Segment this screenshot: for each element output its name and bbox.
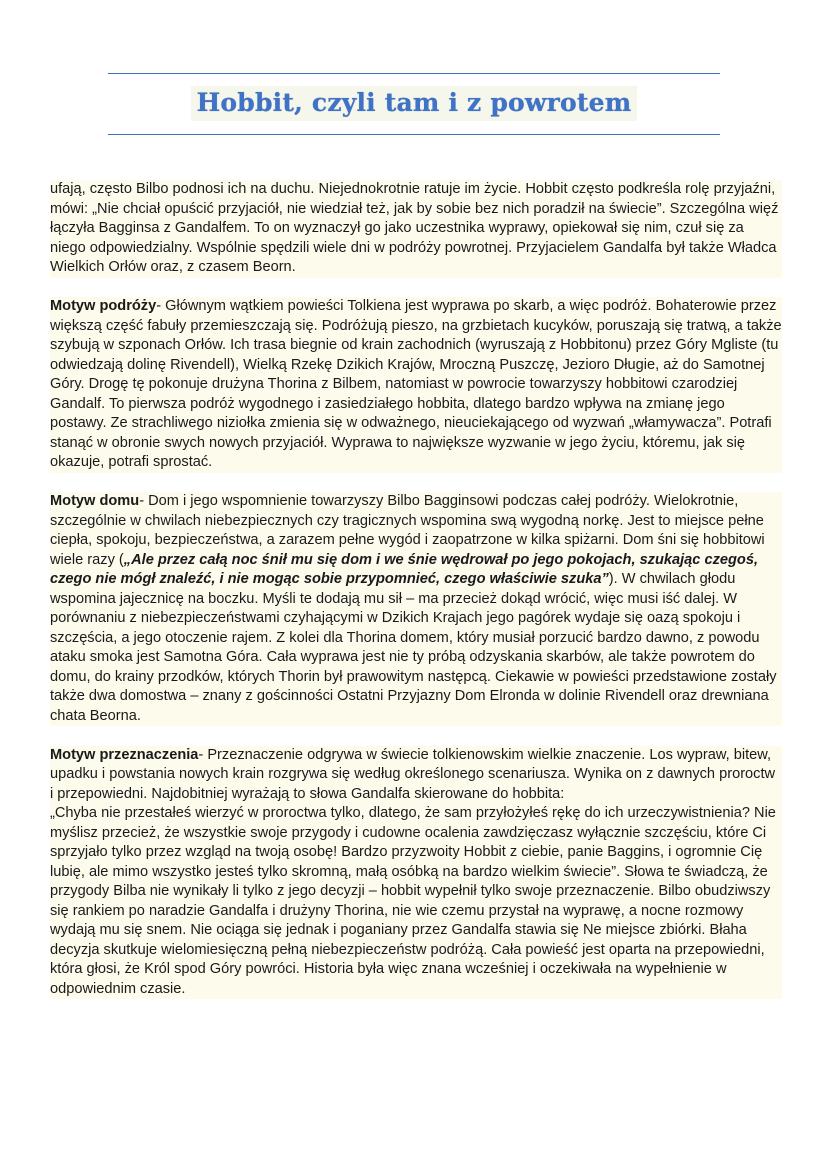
paragraph-home-motif xyxy=(50,492,782,726)
paragraph-text-continued: ). W chwilach głodu wspomina jajecznicę na boczku. Myśli te dodają mu sił – ma przecież dokąd wrócić, więc musi iść dalej. W porównaniu z niebezpieczeństwami czyhającymi w Dzikich Krajach jego pagórek wydaje się oazą spokoju i szczęścia, a jego otoczenie rajem. Z kolei dla Thorina domem, który musiał porzucić bardzo dawno, z powodu ataku smoka jest Samotna Góra. Cała wyprawa jest nie ty próbą odzyskania skarbów, ale także powrotem do domu, do krainy przodków, których Thorin był prawowitym następcą. Ciekawie w powieści przedstawione zostały także dwa domostwa – znany z gościnności Ostatni Przyjazny Dom Elronda w dolinie Rivendell oraz drewniana chata Beorna. xyxy=(50,571,777,724)
paragraph-journey-motif xyxy=(50,297,782,473)
paragraph-friendship xyxy=(50,180,782,278)
paragraph-quote: „Ale przez całą noc śnił mu się dom i we śnie wędrował po jego pokojach, szukając czegoś, czego nie mógł znaleźć, i nie mogąc sobie przypomnieć, czego właściwie szuka” xyxy=(50,551,758,587)
title-container xyxy=(0,86,828,121)
title-rule-bottom xyxy=(108,134,720,135)
page-title: Hobbit, czyli tam i z powrotem xyxy=(191,86,638,121)
paragraph-heading: Motyw przeznaczenia xyxy=(50,746,199,763)
paragraph-text: - Dom i jego wspomnienie towarzyszy Bilbo Bagginsowi podczas całej podróży. Wielokrotnie, szczególnie w chwilach niebezpiecznych czy tragicznych wspomina swą wygodną norkę. Jest to miejsce pełne ciepła, spokoju, bezpieczeństwa, a zarazem pełne wygód i zaopatrzone w kilka spiżarni. Dom śni się hobbitowi wiele razy ( xyxy=(50,493,765,568)
paragraph-heading: Motyw podróży xyxy=(50,298,157,314)
paragraph-destiny-motif xyxy=(50,746,782,1000)
paragraph-heading: Motyw domu xyxy=(50,493,140,509)
paragraph-text: - Przeznaczenie odgrywa w świecie tolkienowskim wielkie znaczenie. Los wypraw, bitew, upadku i powstania nowych krain rozgrywa się według określonego scenariusza. Wynika on z dawnych proroctw i przepowiedni. Najdobitniej wyrażają to słowa Gandalfa skierowane do hobbita: xyxy=(50,746,776,802)
title-rule-top xyxy=(108,73,720,74)
paragraph-quote: „Chyba nie przestałeś wierzyć w proroctwa tylko, dlatego, że sam przyłożyłeś rękę do ich urzeczywistnienia? Nie myślisz przecież, że wszystkie swoje przygody i cudowne ocalenia zawdzięczasz wyłącznie szczęściu, które Ci sprzyjało tylko przez wzgląd na twoją osobę! Bardzo przyzwoity Hobbit z ciebie, panie Baggins, i ogromnie Cię lubię, ale mimo wszystko jesteś tylko skromną, małą osóbką na bardzo wielkim świecie”. Słowa te świadczą, że przygody Bilba nie wynikały li tylko z jego decyzji – hobbit wypełnił tylko swoje przeznaczenie. Bilbo obudziwszy się rankiem po naradzie Gandalfa i drużyny Thorina, nie wie czemu przystał na wyprawę, a nocne rozmowy wydają mu się snem. Nie ociąga się jednak i poganiany przez Gandalfa stawia się Ne miejsce zbiórki. Błaha decyzja skutkuje wielomiesięczną pełną niebezpieczeństw podróżą. Cała powieść jest oparta na przepowiedni, która głosi, że Król spod Góry powróci. Historia była więc znana wcześniej i oczekiwała na wypełnienie w odpowiednim czasie. xyxy=(50,805,776,997)
paragraph-text: ufają, często Bilbo podnosi ich na duchu. Niejednokrotnie ratuje im życie. Hobbit często podkreśla rolę przyjaźni, mówi: „Nie chciał opuścić przyjaciół, nie wiedział też, jak by sobie bez nich poradził na świecie”. Szczególna więź łączyła Bagginsa z Gandalfem. To on wyznaczył go jako uczestnika wyprawy, opiekował się nim, czuł się za niego odpowiedzialny. Wspólnie spędzili wiele dni w podróży powrotnej. Przyjacielem Gandalfa był także Władca Wielkich Orłów oraz, z czasem Beorn. xyxy=(50,181,779,275)
paragraph-text: - Głównym wątkiem powieści Tolkiena jest wyprawa po skarb, a więc podróż. Bohaterowie przez większą część fabuły przemieszczają się. Podróżują pieszo, na grzbietach kucyków, poruszają się tratwą, a także szybują w szponach Orłów. Ich trasa biegnie od krain zachodnich (wyruszają z Hobbitonu) przez Góry Mgliste (tu odwiedzają dolinę Rivendell), Wielką Rzekę Dzikich Krajów, Mroczną Puszczę, Jezioro Długie, aż do Samotnej Góry. Drogę tę pokonuje drużyna Thorina z Bilbem, natomiast w powrocie towarzyszy hobbitowi czarodziej Gandalf. To pierwsza podróż wygodnego i zasiedziałego hobbita, dlatego bardzo wpływa na zmianę jego postawy. Ze strachliwego niziołka zmienia się w odważnego, nieuciekającego od wyzwań „włamywacza”. Potrafi stanąć w obronie swych nowych przyjaciół. Wyprawa to największe wyzwanie w jego życiu, któremu, jak się okazuje, potrafi sprostać. xyxy=(50,298,782,470)
document-body xyxy=(50,180,782,1019)
